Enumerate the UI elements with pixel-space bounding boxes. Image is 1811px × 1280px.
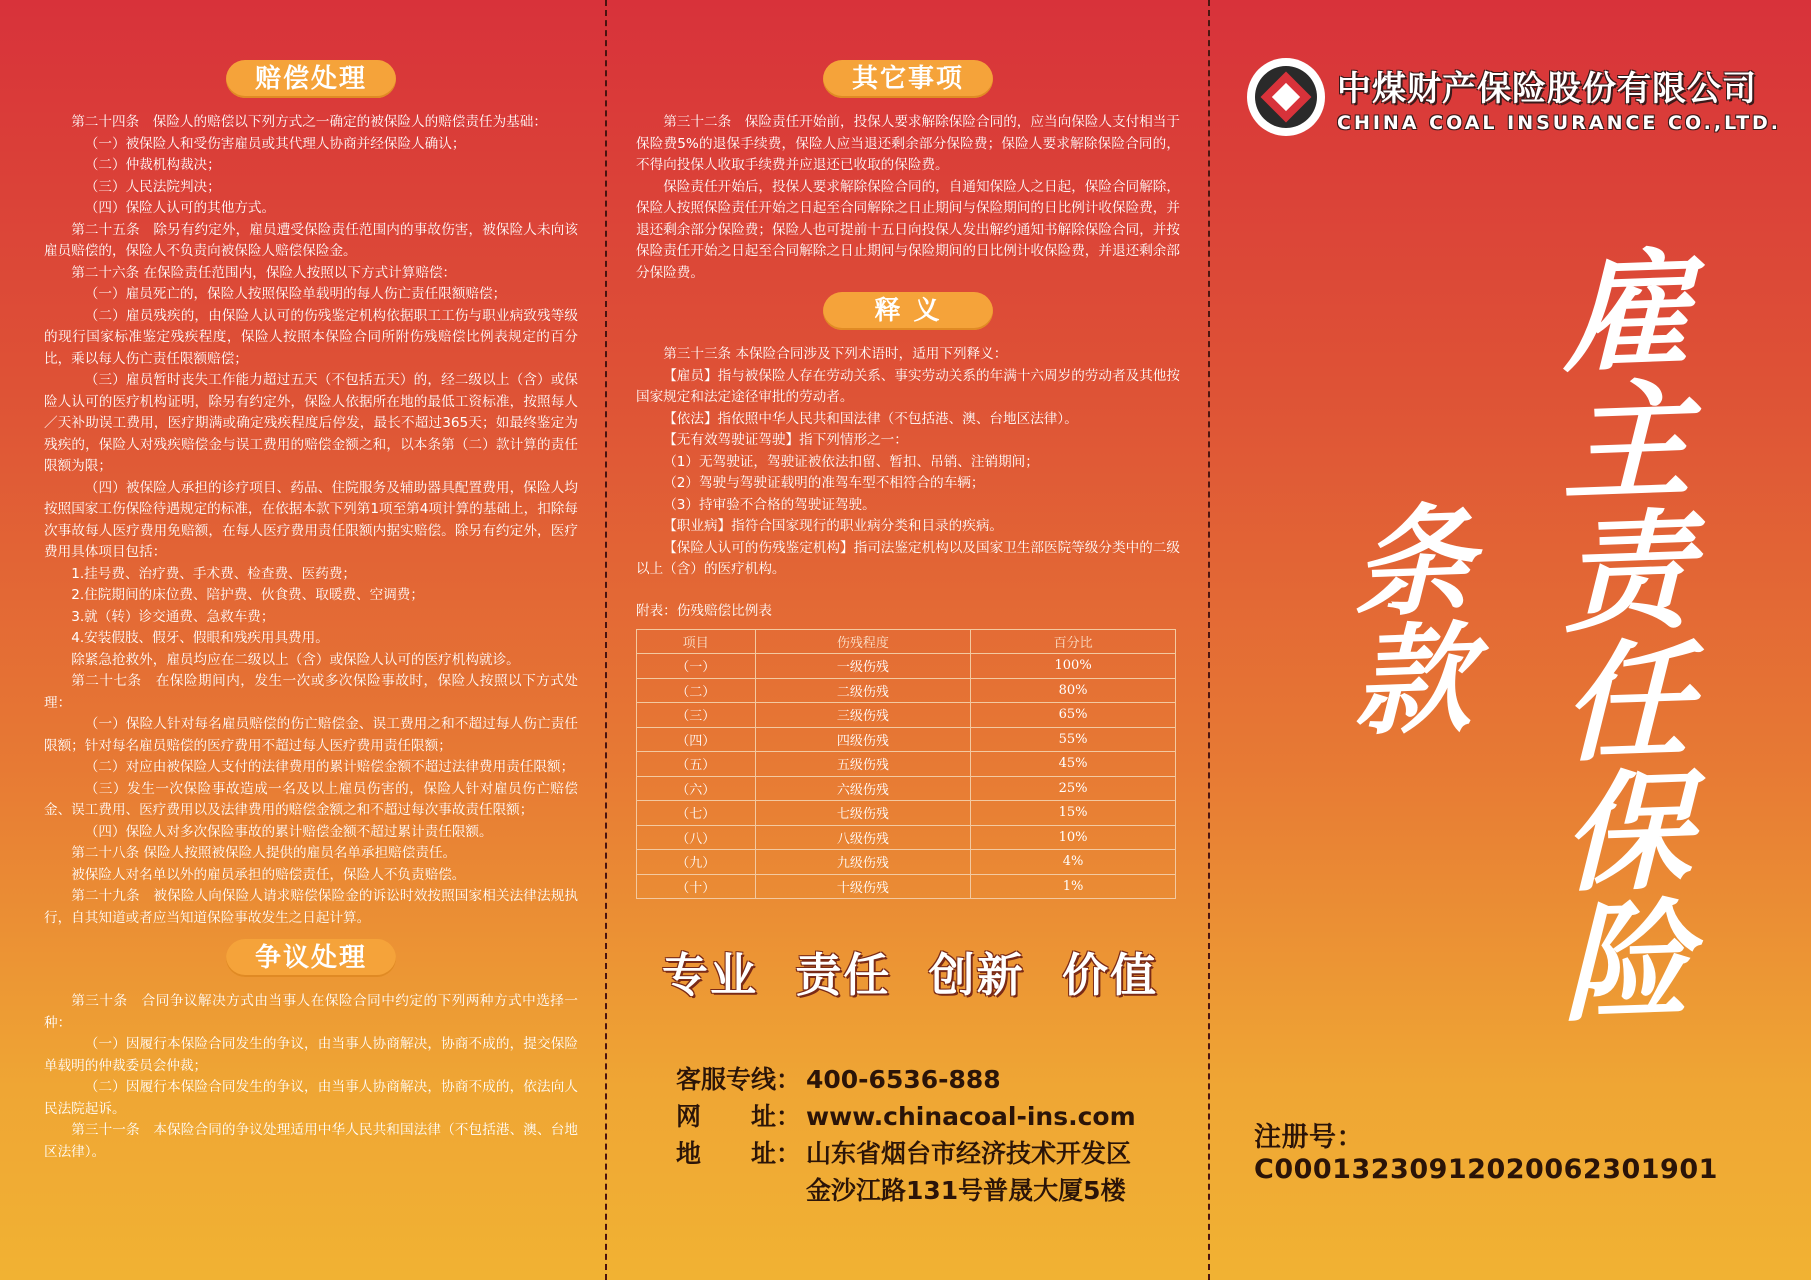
table-cell: 1% <box>971 874 1176 899</box>
column-header: 项目 <box>637 629 756 654</box>
panel-left <box>0 0 604 1280</box>
slogan <box>636 939 1180 1005</box>
table-cell: 九级伤残 <box>755 850 971 875</box>
table-cell: 55% <box>971 727 1176 752</box>
clause-paragraph: （二）雇员残疾的，由保险人认可的伤残鉴定机构依据职工工伤与职业病致残等级的现行国家标准鉴定残疾程度，保险人按照本保险合同所附伤残赔偿比例表规定的百分比，乘以每人伤亡责任限额赔偿； <box>44 307 578 367</box>
panel-cover <box>1210 0 1811 1280</box>
slogan-word: 价值 <box>1061 948 1158 1002</box>
table-cell: 25% <box>971 776 1176 801</box>
table-cell: 二级伤残 <box>755 678 971 703</box>
section-title-dispute: 争议处理 <box>226 939 396 977</box>
address-line-1: 山东省烟台市经济技术开发区 <box>806 1139 1132 1168</box>
table-cell: 五级伤残 <box>755 752 971 777</box>
clause-paragraph: （三）雇员暂时丧失工作能力超过五天（不包括五天）的，经二级以上（含）或保险人认可的医疗机构证明，除另有约定外，保险人依据所在地的最低工资标准，按照每人／天补助误工费用，医疗期满或确定残疾程度后停发，最长不超过365天；如最终鉴定为残疾的，保险人对残疾赔偿金与误工费用的赔偿金额之和，以本条第（二）款计算的责任限额为限； <box>44 372 578 474</box>
table-cell: （八） <box>637 825 756 850</box>
section-title-definitions: 释 义 <box>823 292 993 330</box>
clause-paragraph: 【雇员】指与被保险人存在劳动关系、事实劳动关系的年满十六周岁的劳动者及其他按国家规定和法定途径审批的劳动者。 <box>636 367 1180 405</box>
clause-paragraph: 第二十八条 保险人按照被保险人提供的雇员名单承担赔偿责任。 <box>71 845 457 861</box>
table-cell: （九） <box>637 850 756 875</box>
table-row <box>637 874 1176 899</box>
company-name <box>1337 61 1781 134</box>
table-row <box>637 654 1176 679</box>
slogan-word: 创新 <box>928 948 1025 1002</box>
address-spacer <box>676 1172 806 1209</box>
table-row <box>637 825 1176 850</box>
table-row <box>637 703 1176 728</box>
table-cell: 4% <box>971 850 1176 875</box>
table-cell: 80% <box>971 678 1176 703</box>
website-label: 网 址： <box>676 1102 802 1131</box>
company-logo <box>1247 58 1781 136</box>
clause-paragraph: 【依法】指依照中华人民共和国法律（不包括港、澳、台地区法律）。 <box>663 410 1078 427</box>
table-cell: （一） <box>637 654 756 679</box>
table-row <box>637 801 1176 826</box>
product-title: 雇主责任保险 <box>1541 242 1690 1028</box>
website-row <box>676 1098 1180 1135</box>
table-cell: 四级伤残 <box>755 727 971 752</box>
clause-paragraph: 3.就（转）诊交通费、急救车费； <box>71 608 275 625</box>
company-name-en: CHINA COAL INSURANCE CO.,LTD. <box>1337 111 1782 134</box>
clause-paragraph: 第三十条 合同争议解决方式由当事人在保险合同中约定的下列两种方式中选择一种： <box>44 993 578 1031</box>
section-title-compensation: 赔偿处理 <box>226 60 396 98</box>
clause-paragraph: （二）仲裁机构裁决； <box>84 157 221 173</box>
table-cell: 七级伤残 <box>755 801 971 826</box>
table-cell: 六级伤残 <box>755 776 971 801</box>
table-row <box>637 727 1176 752</box>
clause-paragraph: （四）被保险人承担的诊疗项目、药品、住院服务及辅助器具配置费用，保险人均按照国家工伤保险待遇规定的标准，在依据本款下列第1项至第4项计算的基础上，扣除每次事故每人医疗费用免赔额，在每人医疗费用责任限额内据实赔偿。除另有约定外，医疗费用具体项目包括： <box>44 479 578 560</box>
table-header-row <box>637 629 1176 654</box>
compensation-clauses <box>44 112 578 929</box>
table-cell: （十） <box>637 874 756 899</box>
clause-paragraph: （四）保险人认可的其他方式。 <box>84 200 276 216</box>
clause-paragraph: 4.安装假肢、假牙、假眼和残疾用具费用。 <box>71 630 329 646</box>
dispute-clauses <box>44 991 578 1163</box>
table-cell: （六） <box>637 776 756 801</box>
clause-paragraph: 第三十三条 本保险合同涉及下列术语时，适用下列释义： <box>663 346 1008 362</box>
website-url: www.chinacoal-ins.com <box>806 1102 1136 1131</box>
clause-paragraph: （3）持审验不合格的驾驶证驾驶。 <box>663 496 876 513</box>
table-row <box>637 752 1176 777</box>
table-row <box>637 776 1176 801</box>
registration-number: 注册号：C00013230912020062301901 <box>1254 1122 1718 1185</box>
clause-paragraph: 第三十二条 保险责任开始前，投保人要求解除保险合同的，应当向保险人支付相当于保险费5%的退保手续费，保险人应当退还剩余部分保险费；保险人要求解除保险合同的，不得向投保人收取手续费并应退还已收取的保险费。 <box>636 114 1180 173</box>
slogan-word: 责任 <box>795 948 892 1002</box>
panel-middle <box>606 0 1208 1280</box>
column-header: 伤残程度 <box>755 629 971 654</box>
table-cell: 一级伤残 <box>755 654 971 679</box>
clause-paragraph: 第二十九条 被保险人向保险人请求赔偿保险金的诉讼时效按照国家相关法律法规执行，自其知道或者应当知道保险事故发生之日起计算。 <box>44 888 578 926</box>
clause-paragraph: （四）保险人对多次保险事故的累计赔偿金额不超过累计责任限额。 <box>84 823 493 840</box>
product-subtitle: 条款 <box>1334 497 1472 739</box>
clause-paragraph: 第三十一条 本保险合同的争议处理适用中华人民共和国法律（不包括港、澳、台地区法律）。 <box>44 1122 578 1160</box>
hotline-label: 客服专线： <box>676 1065 802 1094</box>
table-cell: （七） <box>637 801 756 826</box>
clause-paragraph: 【职业病】指符合国家现行的职业病分类和目录的疾病。 <box>663 518 1004 534</box>
clause-paragraph: （一）被保险人和受伤害雇员或其代理人协商并经保险人确认； <box>84 135 466 152</box>
address-label: 地 址： <box>676 1139 802 1168</box>
hotline-row <box>676 1061 1180 1098</box>
clause-paragraph: 第二十五条 除另有约定外，雇员遭受保险责任范围内的事故伤害，被保险人未向该雇员赔偿的，保险人不负责向被保险人赔偿保险金。 <box>44 221 578 259</box>
table-row <box>637 850 1176 875</box>
table-cell: 100% <box>971 654 1176 679</box>
definition-clauses <box>636 344 1180 581</box>
column-header: 百分比 <box>971 629 1176 654</box>
clause-paragraph: 第二十七条 在保险期间内，发生一次或多次保险事故时，保险人按照以下方式处理： <box>44 673 578 711</box>
clause-paragraph: 第二十四条 保险人的赔偿以下列方式之一确定的被保险人的赔偿责任为基础： <box>71 114 547 130</box>
contact-info <box>636 1061 1180 1209</box>
table-cell: （四） <box>637 727 756 752</box>
clause-paragraph: （2）驾驶与驾驶证载明的准驾车型不相符合的车辆； <box>663 475 985 491</box>
address-row-2 <box>676 1172 1180 1209</box>
clause-paragraph: （三）人民法院判决； <box>84 178 221 195</box>
disability-ratio-table <box>636 629 1176 900</box>
clause-paragraph: 1.挂号费、治疗费、手术费、检查费、医药费； <box>71 565 357 582</box>
table-row <box>637 678 1176 703</box>
table-cell: 十级伤残 <box>755 874 971 899</box>
appendix-title: 附表：伤残赔偿比例表 <box>636 602 772 619</box>
other-clauses <box>636 112 1180 284</box>
section-title-other: 其它事项 <box>823 60 993 98</box>
clause-paragraph: （一）因履行本保险合同发生的争议，由当事人协商解决，协商不成的，提交保险单载明的仲裁委员会仲裁； <box>44 1036 578 1074</box>
logo-emblem-icon <box>1247 58 1325 136</box>
clause-paragraph: 第二十六条 在保险责任范围内，保险人按照以下方式计算赔偿： <box>71 264 457 281</box>
clause-paragraph: 2.住院期间的床位费、陪护费、伙食费、取暖费、空调费； <box>71 587 424 603</box>
clause-paragraph: （二）对应由被保险人支付的法律费用的累计赔偿金额不超过法律费用责任限额； <box>84 759 575 775</box>
table-cell: 15% <box>971 801 1176 826</box>
clause-paragraph: 被保险人对名单以外的雇员承担的赔偿责任，保险人不负责赔偿。 <box>71 866 466 883</box>
table-cell: （二） <box>637 678 756 703</box>
table-cell: 10% <box>971 825 1176 850</box>
clause-paragraph: （三）发生一次保险事故造成一名及以上雇员伤害的，保险人针对雇员伤亡赔偿金、误工费用、医疗费用以及法律费用的赔偿金额之和不超过每次事故责任限额； <box>44 780 578 818</box>
table-cell: 八级伤残 <box>755 825 971 850</box>
clause-paragraph: （二）因履行本保险合同发生的争议，由当事人协商解决，协商不成的，依法向人民法院起诉。 <box>44 1079 578 1117</box>
clause-paragraph: 保险责任开始后，投保人要求解除保险合同的，自通知保险人之日起，保险合同解除，保险人按照保险责任开始之日起至合同解除之日止期间与保险期间的日比例计收保险费，并退还剩余部分保险费；保险人也可提前十五日向投保人发出解约通知书解除保险合同，并按保险责任开始之日起至合同解除之日止期间与保险期间的日比例计收保险费，并退还剩余部分保险费。 <box>636 178 1180 281</box>
table-cell: 45% <box>971 752 1176 777</box>
table-cell: 65% <box>971 703 1176 728</box>
clause-paragraph: （一）雇员死亡的，保险人按照保险单载明的每人伤亡责任限额赔偿； <box>84 286 507 302</box>
clause-paragraph: 【无有效驾驶证驾驶】指下列情形之一： <box>663 432 908 448</box>
clause-paragraph: 除紧急抢救外，雇员均应在二级以上（含）或保险人认可的医疗机构就诊。 <box>71 651 520 668</box>
address-line-2: 金沙江路131号普晟大厦5楼 <box>806 1176 1126 1205</box>
company-name-cn: 中煤财产保险股份有限公司 <box>1337 68 1757 109</box>
table-cell: 三级伤残 <box>755 703 971 728</box>
address-row <box>676 1135 1180 1172</box>
hotline-number: 400-6536-888 <box>806 1065 1001 1094</box>
table-cell: （五） <box>637 752 756 777</box>
clause-paragraph: （一）保险人针对每名雇员赔偿的伤亡赔偿金、误工费用之和不超过每人伤亡责任限额；针对每名雇员赔偿的医疗费用不超过每人医疗费用责任限额； <box>44 716 578 754</box>
clause-paragraph: （1）无驾驶证，驾驶证被依法扣留、暂扣、吊销、注销期间； <box>663 453 1039 470</box>
clause-paragraph: 【保险人认可的伤残鉴定机构】指司法鉴定机构以及国家卫生部医院等级分类中的二级以上（含）的医疗机构。 <box>636 539 1180 577</box>
slogan-word: 专业 <box>662 948 758 1002</box>
table-cell: （三） <box>637 703 756 728</box>
